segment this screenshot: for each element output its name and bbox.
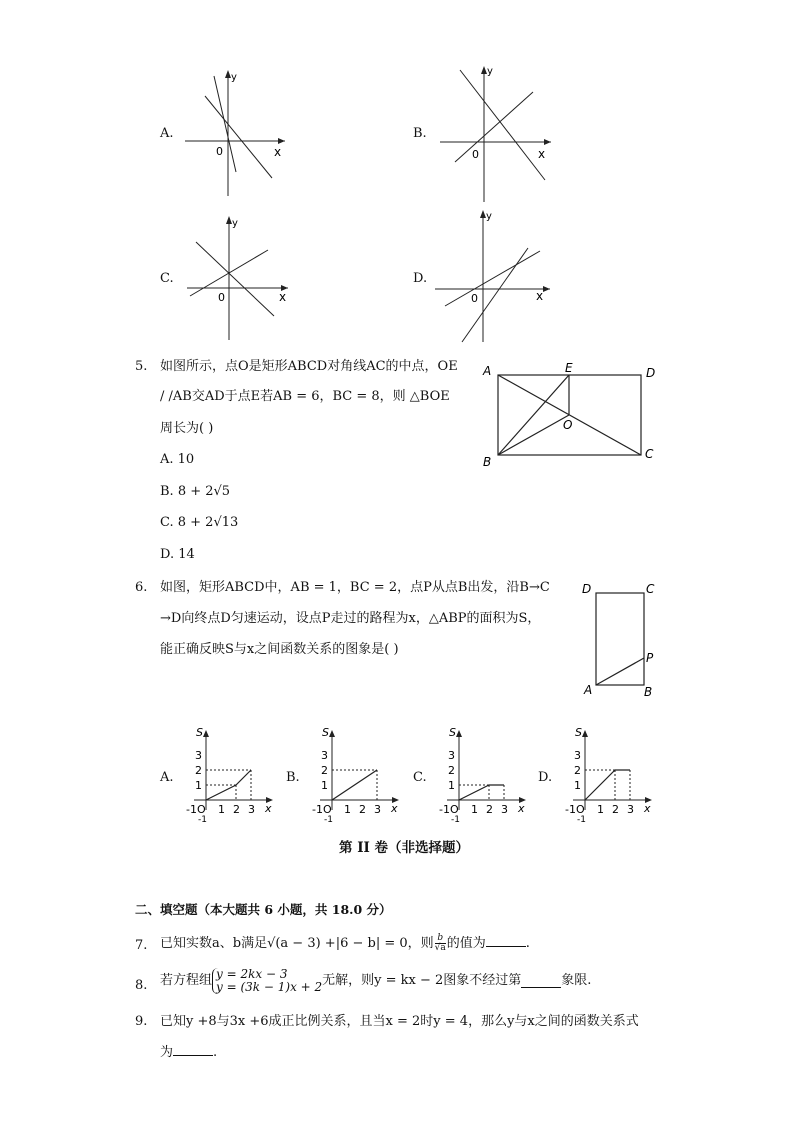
q6-line2: →D向终点D匀速运动，设点P走过的路程为x，△ABP的面积为S， xyxy=(160,611,541,626)
q4-option-c-label[interactable]: C. xyxy=(160,271,174,286)
q5-option-a[interactable]: A. 10 xyxy=(160,452,195,467)
x-tick-3: 3 xyxy=(627,803,634,816)
y-tick-2: 2 xyxy=(574,764,581,777)
q5-line1: 如图所示，点O是矩形ABCD对角线AC的中点，OE xyxy=(160,359,458,374)
q6-label-a: A xyxy=(584,683,593,697)
x-tick-1: 1 xyxy=(344,803,351,816)
origin-label: -1O xyxy=(439,803,459,816)
q4-d-origin: 0 xyxy=(471,292,478,305)
q4-d-y: y xyxy=(486,211,492,222)
q7-text: 已知实数a、b满足√(a − 3) +|6 − b| = 0，则 $\frac{b}{√a}$ 的值为 . xyxy=(160,933,530,953)
q5-option-b[interactable]: B. 8 + 2√5 xyxy=(160,484,231,499)
q8-text: 若方程组 y = 2kx − 3 y = (3k − 1)x + 2 无解，则y = kx − 2图象不经过第 象限. xyxy=(160,967,592,994)
y-tick-3: 3 xyxy=(195,749,202,762)
q4-option-b-graph xyxy=(435,62,555,207)
y-tick-2: 2 xyxy=(195,764,202,777)
x-tick-2: 2 xyxy=(612,803,619,816)
part2-title: 第 II 卷（非选择题） xyxy=(339,840,470,856)
s-x-curve xyxy=(459,785,504,800)
q4-c-y: y xyxy=(232,218,238,229)
q6-line1: 如图，矩形ABCD中，AB = 1，BC = 2，点P从点B出发，沿B→C xyxy=(160,580,550,595)
q7-number: 7. xyxy=(135,938,148,953)
q6-option-d-label[interactable]: D. xyxy=(538,770,553,785)
q5-option-d[interactable]: D. 14 xyxy=(160,547,195,562)
q5-option-c[interactable]: C. 8 + 2√13 xyxy=(160,515,239,530)
q7-answer-blank[interactable] xyxy=(486,934,526,947)
q6-option-c-label[interactable]: C. xyxy=(413,770,427,785)
q5-label-d: D xyxy=(646,366,656,380)
q5-line3: 周长为( ) xyxy=(160,421,214,436)
q4-d-x: x xyxy=(536,289,544,303)
x-tick-1: 1 xyxy=(471,803,478,816)
q4-b-x: x xyxy=(538,147,546,161)
x-tick-1: 1 xyxy=(597,803,604,816)
neg-label: -1 xyxy=(577,815,586,824)
q4-b-origin: 0 xyxy=(472,148,479,161)
q5-label-e: E xyxy=(565,361,573,375)
q4-b-y: y xyxy=(487,66,493,77)
origin-label: -1O xyxy=(186,803,206,816)
q5-number: 5. xyxy=(135,359,148,374)
neg-label: -1 xyxy=(324,815,333,824)
q6-label-d: D xyxy=(582,582,592,596)
s-axis-label: S xyxy=(196,726,203,739)
q6-label-p: P xyxy=(646,651,654,665)
x-tick-2: 2 xyxy=(486,803,493,816)
section2-heading: 二、填空题（本大题共 6 小题，共 18.0 分） xyxy=(135,902,392,917)
s-axis-label: S xyxy=(449,726,456,739)
q9-line1: 已知y +8与3x +6成正比例关系，且当x = 2时y = 4，那么y与x之间的函数关系式 xyxy=(160,1014,639,1029)
x-axis-label: x xyxy=(265,802,272,815)
x-tick-3: 3 xyxy=(248,803,255,816)
q6-label-b: B xyxy=(644,685,653,699)
y-tick-2: 2 xyxy=(448,764,455,777)
q4-option-b-label[interactable]: B. xyxy=(413,126,427,141)
y-tick-3: 3 xyxy=(448,749,455,762)
origin-label: -1O xyxy=(312,803,332,816)
x-tick-2: 2 xyxy=(233,803,240,816)
s-axis-label: S xyxy=(322,726,329,739)
q6-option-b-graph xyxy=(302,724,402,824)
q4-option-c-graph xyxy=(182,212,292,344)
q6-option-b-label[interactable]: B. xyxy=(286,770,300,785)
q5-label-a: A xyxy=(483,364,492,378)
q5-label-o: O xyxy=(563,418,573,432)
q9-line2: 为 . xyxy=(160,1045,218,1060)
q4-a-x: x xyxy=(274,145,282,159)
x-axis-label: x xyxy=(644,802,651,815)
q6-line3: 能正确反映S与x之间函数关系的图象是( ) xyxy=(160,642,399,657)
x-tick-2: 2 xyxy=(359,803,366,816)
q6-option-a-graph xyxy=(176,724,276,824)
q6-option-c-graph xyxy=(429,724,529,824)
q4-option-a-graph xyxy=(180,66,290,201)
q5-rectangle-figure xyxy=(478,358,663,470)
q4-a-y: y xyxy=(231,72,237,83)
x-axis-label: x xyxy=(518,802,525,815)
y-tick-1: 1 xyxy=(195,779,202,792)
q5-line2: / /AB交AD于点E若AB = 6，BC = 8，则 △BOE xyxy=(160,389,450,404)
q9-number: 9. xyxy=(135,1014,148,1029)
y-tick-3: 3 xyxy=(574,749,581,762)
q4-c-x: x xyxy=(279,290,287,304)
q9-answer-blank[interactable] xyxy=(173,1043,213,1056)
y-tick-3: 3 xyxy=(321,749,328,762)
q6-option-d-graph xyxy=(555,724,655,824)
x-axis-label: x xyxy=(391,802,398,815)
x-tick-3: 3 xyxy=(374,803,381,816)
y-tick-1: 1 xyxy=(321,779,328,792)
origin-label: -1O xyxy=(565,803,585,816)
q5-label-c: C xyxy=(645,447,654,461)
s-axis-label: S xyxy=(575,726,582,739)
q6-number: 6. xyxy=(135,580,148,595)
s-x-curve xyxy=(206,770,251,800)
s-x-curve xyxy=(332,770,377,800)
y-tick-1: 1 xyxy=(448,779,455,792)
q8-number: 8. xyxy=(135,978,148,993)
q4-a-origin: 0 xyxy=(216,145,223,158)
y-tick-1: 1 xyxy=(574,779,581,792)
x-tick-3: 3 xyxy=(501,803,508,816)
neg-label: -1 xyxy=(198,815,207,824)
q6-label-c: C xyxy=(646,582,655,596)
q4-c-origin: 0 xyxy=(218,291,225,304)
q6-rectangle-figure xyxy=(578,578,660,700)
q5-label-b: B xyxy=(483,455,492,469)
s-x-curve xyxy=(585,770,630,800)
y-tick-2: 2 xyxy=(321,764,328,777)
neg-label: -1 xyxy=(451,815,460,824)
q6-option-a-label[interactable]: A. xyxy=(160,770,174,785)
q4-option-a-label[interactable]: A. xyxy=(160,126,174,141)
q8-answer-blank[interactable] xyxy=(521,975,561,988)
q4-option-d-label[interactable]: D. xyxy=(413,271,428,286)
x-tick-1: 1 xyxy=(218,803,225,816)
q4-option-d-graph xyxy=(430,206,555,346)
